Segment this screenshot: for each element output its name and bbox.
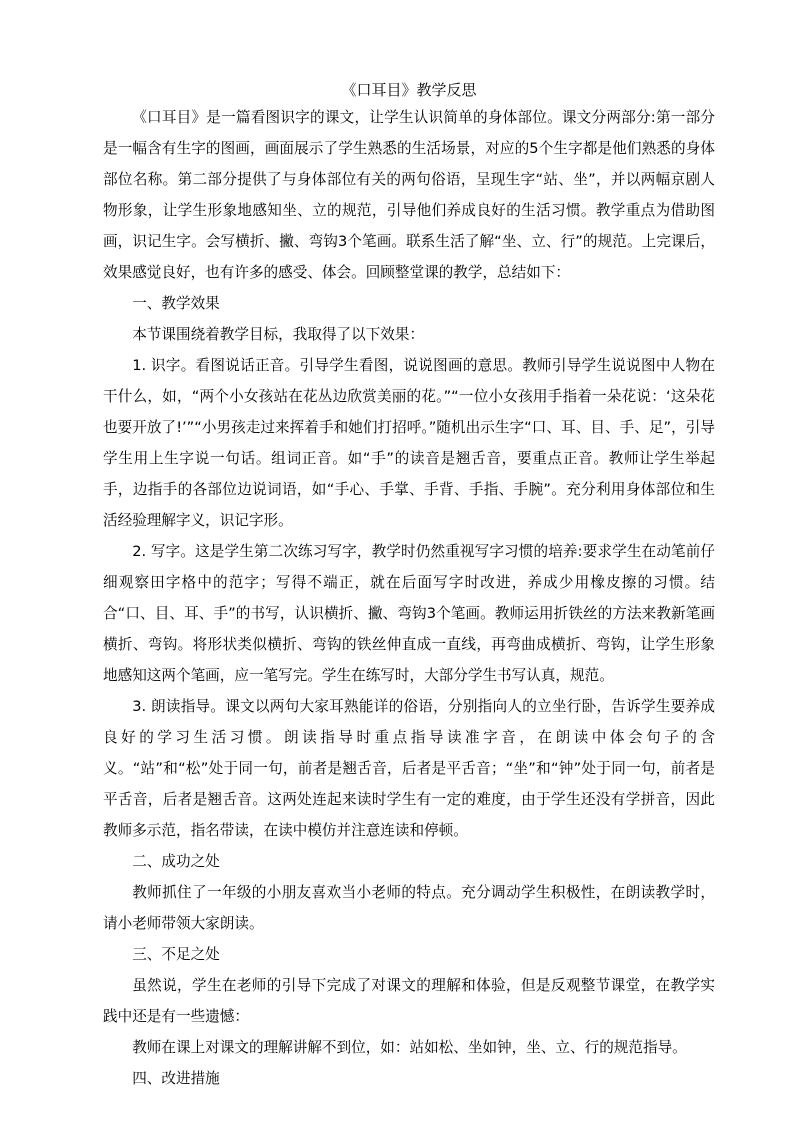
document-title: 《口耳目》教学反思 [341, 81, 477, 99]
heading-successes: 二、成功之处 [132, 853, 220, 870]
paragraph-reading: 3. 朗读指导。课文以两句大家耳熟能详的俗语，分别指向人的立坐行卧，告诉学生要养成良好的学习生活习惯。朗读指导时重点指导读准字音，在朗读中体会句子的含义。“站”和“松”处于同一句，前者是翘舌音，后者是平舌音；“坐”和“钟”处于同一句，前者是平舌音，后者是翘舌音。这两处连起来读时学生有一定的难度，由于学生还没有学拼音，因此教师多示范，指名带读，在读中模仿并注意连读和停顿。 [103, 698, 715, 839]
paragraph-writing: 2. 写字。这是学生第二次练习写字，教学时仍然重视写字习惯的培养:要求学生在动笔前仔细观察田字格中的范字；写得不端正，就在后面写字时改进，养成少用橡皮擦的习惯。结合“口、目、耳、手”的书写，认识横折、撇、弯钩3个笔画。教师运用折铁丝的方法来教新笔画横折、弯钩。将形状类似横折、弯钩的铁丝伸直成一直线，再弯曲成横折、弯钩，让学生形象地感知这两个笔画，应一笔写完。学生在练写时，大部分学生书写认真，规范。 [103, 543, 715, 684]
paragraph-intro: 《口耳目》是一篇看图识字的课文，让学生认识简单的身体部位。课文分两部分:第一部分是一幅含有生字的图画，画面展示了学生熟悉的生活场景，对应的5个生字都是他们熟悉的身体部位名称。第二部分提供了与身体部位有关的两句俗语，呈现生字“站、坐”，并以两幅京剧人物形象，让学生形象地感知坐、立的规范，引导他们养成良好的生活习惯。教学重点为借助图画，识记生字。会写横折、撇、弯钩3个笔画。联系生活了解“坐、立、行”的规范。上完课后，效果感觉良好，也有许多的感受、体会。回顾整堂课的教学，总结如下： [103, 109, 715, 281]
heading-improvements: 四、改进措施 [132, 1070, 220, 1087]
paragraph-literacy: 1. 识字。看图说话正音。引导学生看图，说说图画的意思。教师引导学生说说图中人物在干什么，如，“两个小女孩站在花丛边欣赏美丽的花。”“一位小女孩用手指着一朵花说：‘这朵花也要开放了!’”“小男孩走过来挥着手和她们打招呼。”随机出示生字“口、耳、目、手、足”，引导学生用上生字说一句话。组词正音。如“手”的读音是翘舌音，要重点正音。教师让学生举起手，边指手的各部位边说词语，如“手心、手掌、手背、手指、手腕”。充分利用身体部位和生活经验理解字义，识记字形。 [103, 357, 715, 529]
document-page [103, 78, 715, 1094]
paragraph-successes: 教师抓住了一年级的小朋友喜欢当小老师的特点。充分调动学生积极性，在朗读教学时，请小老师带领大家朗读。 [103, 884, 715, 932]
paragraph-shortcomings-detail: 教师在课上对课文的理解讲解不到位，如：站如松、坐如钟，坐、立、行的规范指导。 [132, 1039, 687, 1056]
heading-teaching-effect: 一、教学效果 [132, 295, 220, 312]
paragraph-shortcomings: 虽然说，学生在老师的引导下完成了对课文的理解和体验，但是反观整节课堂，在教学实践中还是有一些遗憾： [103, 977, 715, 1025]
paragraph-effect-intro: 本节课围绕着教学目标，我取得了以下效果： [132, 326, 425, 343]
heading-shortcomings: 三、不足之处 [132, 946, 220, 963]
